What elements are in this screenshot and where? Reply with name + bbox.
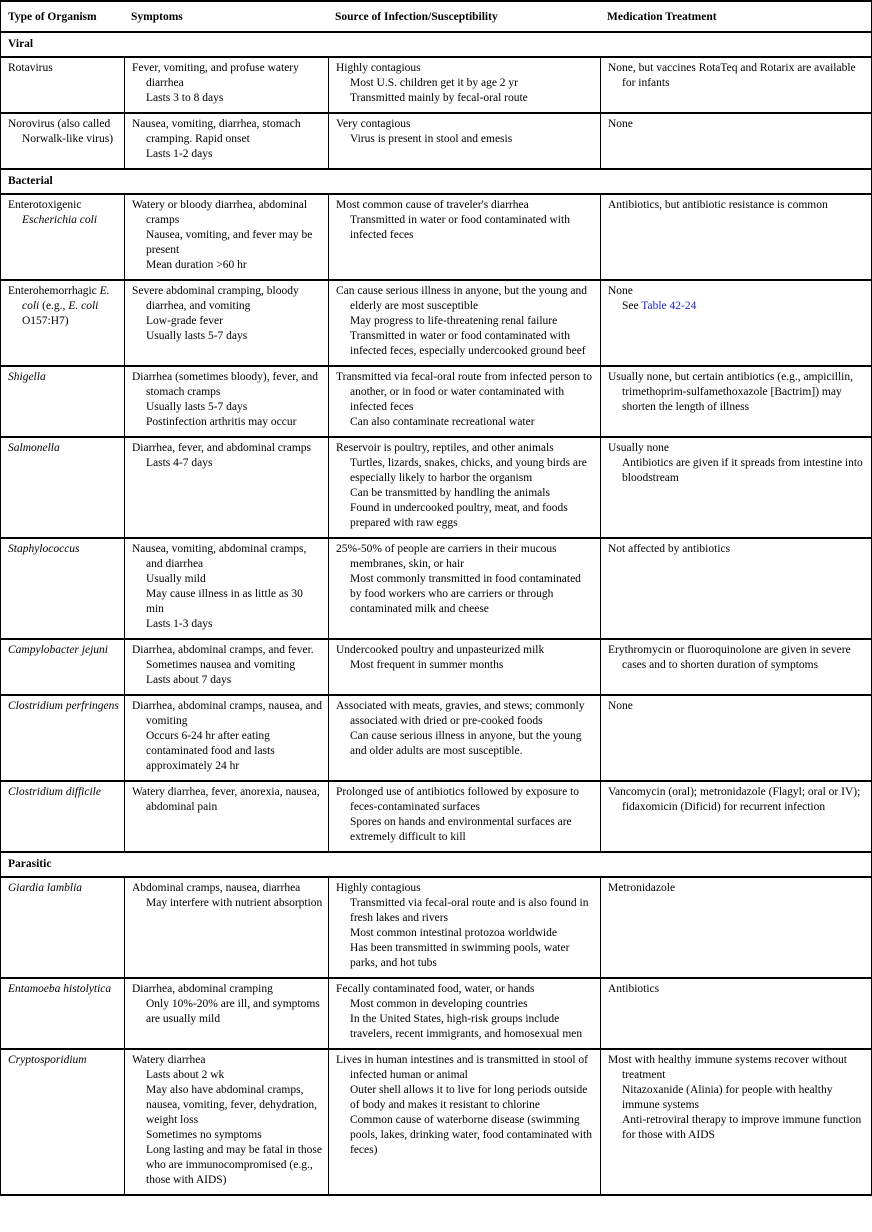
cell-line <box>608 284 866 299</box>
organism-cell <box>1 58 124 112</box>
cell-line <box>608 61 866 91</box>
text-segment: Most with healthy immune systems recover without treatment <box>608 1054 847 1081</box>
text-segment: Usually none <box>608 442 670 454</box>
table-row <box>1 782 871 853</box>
cell-line <box>608 198 866 213</box>
cell-line <box>132 117 323 147</box>
cell-line <box>132 329 323 344</box>
text-segment: O157:H7) <box>22 315 69 327</box>
text-segment: Long lasting and may be fatal in those who are immunocompromised (e.g., those with AIDS) <box>146 1144 322 1186</box>
cross-reference-link[interactable]: Table 42-24 <box>641 300 697 312</box>
cell-line <box>336 61 595 76</box>
organism-latin-name: Giardia lamblia <box>8 882 83 894</box>
cell-line <box>336 815 595 845</box>
cell-line <box>336 76 595 91</box>
text-segment: Lives in human intestines and is transmitted in stool of infected human or animal <box>336 1054 589 1081</box>
text-segment: Highly contagious <box>336 62 421 74</box>
cell-line <box>336 441 595 456</box>
cell-line <box>132 441 323 456</box>
cell-line <box>132 617 323 632</box>
cell-line <box>132 198 323 228</box>
symptoms-cell <box>124 1050 328 1194</box>
text-segment: May cause illness in as little as 30 min <box>146 588 303 615</box>
organism-cell <box>1 1050 124 1194</box>
text-segment: Most common intestinal protozoa worldwide <box>350 927 557 939</box>
cell-line <box>132 400 323 415</box>
text-segment: None <box>608 700 633 712</box>
cell-line <box>132 982 323 997</box>
text-segment: Rotavirus <box>8 62 53 74</box>
text-segment: Anti-retroviral therapy to improve immune function for those with AIDS <box>622 1114 862 1141</box>
text-segment: Lasts 1-2 days <box>146 148 213 160</box>
organism-latin-name: Cryptosporidium <box>8 1054 87 1066</box>
table-row <box>1 539 871 640</box>
organism-cell <box>1 640 124 694</box>
text-segment: Lasts about 2 wk <box>146 1069 225 1081</box>
cell-line <box>132 228 323 258</box>
text-segment: None, but vaccines RotaTeq and Rotarix are available for infants <box>608 62 856 89</box>
cell-line <box>8 881 119 896</box>
text-segment: Most common cause of traveler's diarrhea <box>336 199 529 211</box>
source-cell <box>328 640 600 694</box>
cell-line <box>336 1113 595 1158</box>
source-cell <box>328 878 600 977</box>
symptoms-cell <box>124 58 328 112</box>
text-segment: Most common in developing countries <box>350 998 528 1010</box>
text-segment: Fecally contaminated food, water, or hands <box>336 983 535 995</box>
cell-line <box>336 785 595 815</box>
cell-line <box>336 314 595 329</box>
treatment-cell <box>600 1050 871 1194</box>
text-segment: None <box>608 285 633 297</box>
organism-cell <box>1 281 124 365</box>
source-cell <box>328 782 600 851</box>
cell-line <box>608 785 866 815</box>
symptoms-cell <box>124 640 328 694</box>
column-header-type-of-organism: Type of Organism <box>8 11 97 23</box>
treatment-cell <box>600 782 871 851</box>
treatment-cell <box>600 696 871 780</box>
treatment-cell <box>600 58 871 112</box>
section-header-viral: Viral <box>1 33 871 58</box>
organism-cell <box>1 367 124 436</box>
cell-line <box>132 147 323 162</box>
table-row <box>1 114 871 170</box>
symptoms-cell <box>124 281 328 365</box>
text-segment: Lasts 4-7 days <box>146 457 213 469</box>
text-segment: Usually mild <box>146 573 206 585</box>
text-segment: Most U.S. children get it by age 2 yr <box>350 77 519 89</box>
table-row <box>1 195 871 281</box>
text-segment: Nausea, vomiting, and fever may be present <box>146 229 313 256</box>
cell-line <box>132 1053 323 1068</box>
section-header-parasitic: Parasitic <box>1 853 871 878</box>
cell-line <box>132 1068 323 1083</box>
cell-line <box>336 132 595 147</box>
cell-line <box>8 1053 119 1068</box>
text-segment: Found in undercooked poultry, meat, and foods prepared with raw eggs <box>350 502 568 529</box>
organism-cell <box>1 979 124 1048</box>
text-segment: Has been transmitted in swimming pools, water parks, and hot tubs <box>350 942 570 969</box>
cell-line <box>8 982 119 997</box>
text-segment: 25%-50% of people are carriers in their mucous membranes, skin, or hair <box>336 543 557 570</box>
cell-line <box>336 729 595 759</box>
text-segment: Spores on hands and environmental surfaces are extremely difficult to kill <box>350 816 572 843</box>
text-segment: Transmitted via fecal-oral route and is also found in fresh lakes and rivers <box>350 897 589 924</box>
text-segment: Turtles, lizards, snakes, chicks, and young birds are especially likely to harbor the organism <box>350 457 587 484</box>
symptoms-cell <box>124 367 328 436</box>
cell-line <box>132 881 323 896</box>
organism-latin-name: Shigella <box>8 371 46 383</box>
cell-line <box>132 1128 323 1143</box>
cell-line <box>8 284 119 329</box>
text-segment: In the United States, high-risk groups include travelers, recent immigrants, and homosexual men <box>350 1013 583 1040</box>
symptoms-cell <box>124 438 328 537</box>
table-row <box>1 979 871 1050</box>
cell-line <box>336 198 595 213</box>
text-segment: Lasts 1-3 days <box>146 618 213 630</box>
text-segment: Erythromycin or fluoroquinolone are given in severe cases and to shorten duration of symptoms <box>608 644 851 671</box>
text-segment: Norovirus (also called Norwalk-like virus) <box>8 118 114 145</box>
table-row <box>1 640 871 696</box>
text-segment: Only 10%-20% are ill, and symptoms are usually mild <box>146 998 320 1025</box>
cell-line <box>132 896 323 911</box>
text-segment: (e.g., <box>39 300 69 312</box>
cell-line <box>8 785 119 800</box>
table-body <box>1 33 871 1194</box>
symptoms-cell <box>124 696 328 780</box>
text-segment: Enterotoxigenic <box>8 199 82 211</box>
cell-line <box>608 1083 866 1113</box>
cell-line <box>336 982 595 997</box>
cell-line <box>132 785 323 815</box>
cell-line <box>8 643 119 658</box>
cell-line <box>132 643 323 658</box>
column-header-medication-treatment: Medication Treatment <box>607 11 717 23</box>
organism-latin-name: Salmonella <box>8 442 60 454</box>
cell-line <box>336 370 595 415</box>
source-cell <box>328 58 600 112</box>
organism-latin-name: Campylobacter jejuni <box>8 644 108 656</box>
symptoms-cell <box>124 878 328 977</box>
text-segment: Severe abdominal cramping, bloody diarrhea, and vomiting <box>132 285 299 312</box>
text-segment: Watery diarrhea, fever, anorexia, nausea, abdominal pain <box>132 786 320 813</box>
cell-line <box>336 91 595 106</box>
table-row <box>1 1050 871 1194</box>
source-cell <box>328 281 600 365</box>
text-segment: Diarrhea, fever, and abdominal cramps <box>132 442 311 454</box>
cell-line <box>336 415 595 430</box>
text-segment: None <box>608 118 633 130</box>
text-segment: Abdominal cramps, nausea, diarrhea <box>132 882 301 894</box>
cell-line <box>608 299 866 314</box>
cell-line <box>336 997 595 1012</box>
cell-line <box>336 329 595 359</box>
text-segment: Diarrhea (sometimes bloody), fever, and stomach cramps <box>132 371 319 398</box>
table-row <box>1 367 871 438</box>
text-segment: Vancomycin (oral); metronidazole (Flagyl; oral or IV); fidaxomicin (Dificid) for recurrent infection <box>608 786 861 813</box>
cell-line <box>608 982 866 997</box>
symptoms-cell <box>124 539 328 638</box>
cell-line <box>132 587 323 617</box>
text-segment: Most frequent in summer months <box>350 659 504 671</box>
text-segment: Antibiotics <box>608 983 660 995</box>
text-segment: Enterohemorrhagic <box>8 285 100 297</box>
text-segment: Usually lasts 5-7 days <box>146 401 248 413</box>
text-segment: Transmitted mainly by fecal-oral route <box>350 92 528 104</box>
cell-line <box>608 643 866 673</box>
symptoms-cell <box>124 195 328 279</box>
treatment-cell <box>600 195 871 279</box>
cell-line <box>336 501 595 531</box>
text-segment: Diarrhea, abdominal cramps, nausea, and vomiting <box>132 700 322 727</box>
cell-line <box>132 997 323 1027</box>
source-cell <box>328 195 600 279</box>
text-segment: Associated with meats, gravies, and stews; commonly associated with dried or pre-cooked foods <box>336 700 585 727</box>
cell-line <box>8 542 119 557</box>
cell-line <box>336 926 595 941</box>
cell-line <box>132 415 323 430</box>
cell-line <box>336 1053 595 1083</box>
text-segment: May also have abdominal cramps, nausea, vomiting, fever, dehydration, weight loss <box>146 1084 318 1126</box>
treatment-cell <box>600 640 871 694</box>
treatment-cell <box>600 114 871 168</box>
text-segment: Very contagious <box>336 118 411 130</box>
text-segment: Outer shell allows it to live for long periods outside of body and makes it resistant to chlorine <box>350 1084 588 1111</box>
cell-line <box>8 117 119 147</box>
cell-line <box>608 370 866 415</box>
cell-line <box>132 658 323 673</box>
cell-line <box>608 441 866 456</box>
cell-line <box>132 542 323 572</box>
text-segment: Transmitted in water or food contaminated with infected feces, especially undercooked ground beef <box>350 330 586 357</box>
treatment-cell <box>600 281 871 365</box>
text-segment: Lasts about 7 days <box>146 674 232 686</box>
source-cell <box>328 1050 600 1194</box>
cell-line <box>336 941 595 971</box>
organism-latin-name: Clostridium perfringens <box>8 700 119 712</box>
text-segment: Lasts 3 to 8 days <box>146 92 224 104</box>
text-segment: Can be transmitted by handling the animals <box>350 487 550 499</box>
text-segment: Undercooked poultry and unpasteurized milk <box>336 644 545 656</box>
table-row <box>1 878 871 979</box>
table-row <box>1 58 871 114</box>
text-segment: Sometimes no symptoms <box>146 1129 262 1141</box>
text-segment: Watery diarrhea <box>132 1054 206 1066</box>
cell-line <box>608 456 866 486</box>
cell-line <box>8 198 119 228</box>
organism-cell <box>1 195 124 279</box>
text-segment: Low-grade fever <box>146 315 223 327</box>
cell-line <box>132 729 323 774</box>
source-cell <box>328 696 600 780</box>
column-header-symptoms: Symptoms <box>131 11 183 23</box>
cell-line <box>132 1083 323 1128</box>
source-cell <box>328 979 600 1048</box>
cell-line <box>336 1012 595 1042</box>
text-segment: May progress to life-threatening renal failure <box>350 315 558 327</box>
cell-line <box>336 486 595 501</box>
text-segment: Nausea, vomiting, abdominal cramps, and diarrhea <box>132 543 307 570</box>
cell-line <box>608 699 866 714</box>
cell-line <box>8 61 119 76</box>
cell-line <box>336 658 595 673</box>
text-segment: May interfere with nutrient absorption <box>146 897 323 909</box>
organism-cell <box>1 114 124 168</box>
text-segment: Usually lasts 5-7 days <box>146 330 248 342</box>
text-segment: Diarrhea, abdominal cramping <box>132 983 273 995</box>
source-cell <box>328 438 600 537</box>
cell-line <box>336 542 595 572</box>
text-segment: Highly contagious <box>336 882 421 894</box>
text-segment: Virus is present in stool and emesis <box>350 133 513 145</box>
symptoms-cell <box>124 114 328 168</box>
text-segment: Antibiotics are given if it spreads from intestine into bloodstream <box>622 457 863 484</box>
text-segment: Reservoir is poultry, reptiles, and other animals <box>336 442 554 454</box>
organism-latin-name: Entamoeba histolytica <box>8 983 112 995</box>
cell-line <box>132 314 323 329</box>
cell-line <box>336 881 595 896</box>
cell-line <box>132 284 323 314</box>
organism-cell <box>1 782 124 851</box>
treatment-cell <box>600 979 871 1048</box>
cell-line <box>336 456 595 486</box>
table-row <box>1 696 871 782</box>
text-segment: Can also contaminate recreational water <box>350 416 535 428</box>
cell-line <box>608 1053 866 1083</box>
organism-cell <box>1 878 124 977</box>
symptoms-cell <box>124 782 328 851</box>
table-header-row <box>1 2 871 33</box>
text-segment: Antibiotics, but antibiotic resistance is common <box>608 199 828 211</box>
table-row <box>1 281 871 367</box>
text-segment: Mean duration >60 hr <box>146 259 247 271</box>
text-segment: Nausea, vomiting, diarrhea, stomach cramping. Rapid onset <box>132 118 301 145</box>
cell-line <box>336 896 595 926</box>
text-segment: Occurs 6-24 hr after eating contaminated food and lasts approximately 24 hr <box>146 730 275 772</box>
cell-line <box>132 456 323 471</box>
section-header-bacterial: Bacterial <box>1 170 871 195</box>
cell-line <box>132 699 323 729</box>
text-segment: Sometimes nausea and vomiting <box>146 659 296 671</box>
cell-line <box>132 572 323 587</box>
text-segment: Common cause of waterborne disease (swimming pools, lakes, drinking water, food contaminated with feces) <box>350 1114 592 1156</box>
organism-latin-name: Clostridium difficile <box>8 786 101 798</box>
organism-latin-name: E. coli <box>68 300 99 312</box>
text-segment: Most commonly transmitted in food contaminated by food workers who are carriers or through contaminated milk and cheese <box>350 573 581 615</box>
source-cell <box>328 114 600 168</box>
treatment-cell <box>600 438 871 537</box>
cell-line <box>336 1083 595 1113</box>
text-segment: Transmitted in water or food contaminated with infected feces <box>350 214 570 241</box>
text-segment: Can cause serious illness in anyone, but the young and older adults are most susceptible. <box>350 730 582 757</box>
cell-line <box>608 542 866 557</box>
text-segment: Fever, vomiting, and profuse watery diarrhea <box>132 62 299 89</box>
text-segment: Postinfection arthritis may occur <box>146 416 297 428</box>
text-segment: Diarrhea, abdominal cramps, and fever. <box>132 644 314 656</box>
source-cell <box>328 367 600 436</box>
cell-line <box>132 673 323 688</box>
column-header-source-of-infection: Source of Infection/Susceptibility <box>335 11 498 23</box>
organism-cell <box>1 696 124 780</box>
text-segment: Metronidazole <box>608 882 676 894</box>
text-segment: Prolonged use of antibiotics followed by exposure to feces-contaminated surfaces <box>336 786 580 813</box>
cell-line <box>8 370 119 385</box>
cell-line <box>336 572 595 617</box>
cell-line <box>8 441 119 456</box>
cell-line <box>336 213 595 243</box>
table-row <box>1 438 871 539</box>
cell-line <box>336 117 595 132</box>
cell-line <box>132 91 323 106</box>
organism-latin-name: Staphylococcus <box>8 543 80 555</box>
text-segment: Watery or bloody diarrhea, abdominal cramps <box>132 199 308 226</box>
text-segment: Transmitted via fecal-oral route from infected person to another, or in food or water contaminated with infected feces <box>336 371 593 413</box>
text-segment: Can cause serious illness in anyone, but the young and elderly are most susceptible <box>336 285 588 312</box>
cell-line <box>132 258 323 273</box>
treatment-cell <box>600 367 871 436</box>
cell-line <box>336 699 595 729</box>
cell-line <box>132 370 323 400</box>
cell-line <box>132 1143 323 1188</box>
cell-line <box>132 61 323 91</box>
organism-latin-name: E. coli <box>22 285 110 312</box>
cell-line <box>336 284 595 314</box>
cell-line <box>608 1113 866 1143</box>
cell-line <box>608 117 866 132</box>
text-segment: Usually none, but certain antibiotics (e.g., ampicillin, trimethoprim-sulfamethoxazole [Bactrim]) may shorten the length of illness <box>608 371 853 413</box>
source-cell <box>328 539 600 638</box>
treatment-cell <box>600 878 871 977</box>
organism-cell <box>1 438 124 537</box>
text-segment: Nitazoxanide (Alinia) for people with healthy immune systems <box>622 1084 833 1111</box>
organism-cell <box>1 539 124 638</box>
organism-latin-name: Escherichia coli <box>22 214 98 226</box>
symptoms-cell <box>124 979 328 1048</box>
cell-line <box>8 699 119 714</box>
text-segment: See <box>622 300 642 312</box>
cell-line <box>336 643 595 658</box>
cell-line <box>608 881 866 896</box>
text-segment: Not affected by antibiotics <box>608 543 731 555</box>
treatment-cell <box>600 539 871 638</box>
